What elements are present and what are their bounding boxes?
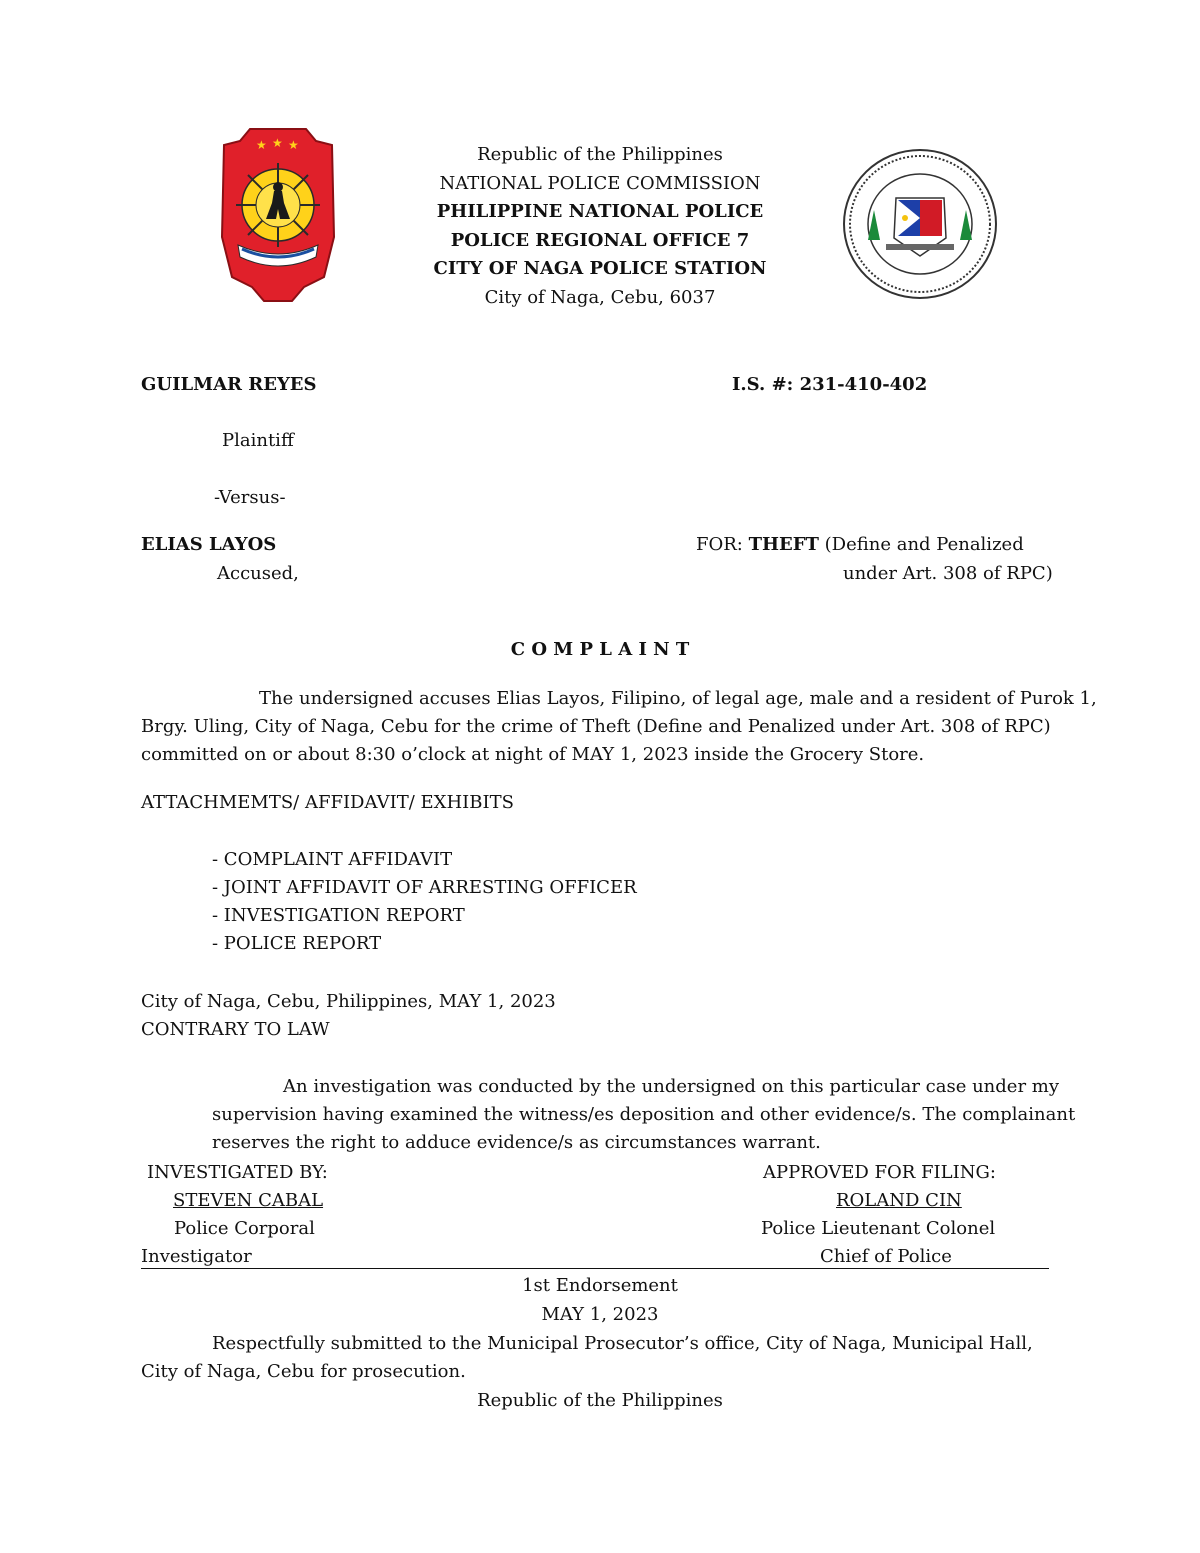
approver-name: ROLAND CIN <box>836 1190 962 1211</box>
pnp-badge-icon <box>220 127 336 307</box>
complaint-para-line: The undersigned accuses Elias Layos, Filipino, of legal age, male and a resident of Purok 1, <box>259 688 1097 709</box>
svg-text:★: ★ <box>256 138 267 152</box>
signature-divider-line <box>141 1268 1049 1269</box>
accused-name: ELIAS LAYOS <box>141 534 277 555</box>
approver-title: Chief of Police <box>820 1246 952 1267</box>
svg-text:★: ★ <box>288 138 299 152</box>
municipal-seal-icon <box>842 148 998 304</box>
investigation-line: supervision having examined the witness/es deposition and other evidence/s. The complainant <box>212 1104 1076 1125</box>
investigation-line: An investigation was conducted by the undersigned on this particular case under my <box>283 1076 1060 1097</box>
attachments-heading: ATTACHMEMTS/ AFFIDAVIT/ EXHIBITS <box>141 792 514 813</box>
header-address: City of Naga, Cebu, 6037 <box>484 286 716 308</box>
investigation-line: reserves the right to adduce evidence/s as circumstances warrant. <box>212 1132 821 1153</box>
versus-label: -Versus- <box>214 487 286 508</box>
place-date: City of Naga, Cebu, Philippines, MAY 1, 2023 <box>141 991 556 1012</box>
for-law-reference: under Art. 308 of RPC) <box>843 563 1053 584</box>
header-commission: NATIONAL POLICE COMMISSION <box>439 172 761 194</box>
attachment-item: - POLICE REPORT <box>212 933 382 954</box>
investigator-name: STEVEN CABAL <box>173 1190 324 1211</box>
investigated-by-label: INVESTIGATED BY: <box>147 1162 328 1183</box>
complaint-para-line: committed on or about 8:30 o’clock at night of MAY 1, 2023 inside the Grocery Store. <box>141 744 925 765</box>
footer-republic: Republic of the Philippines <box>477 1390 723 1411</box>
endorsement-line: Respectfully submitted to the Municipal Prosecutor’s office, City of Naga, Municipal Hall, <box>212 1333 1033 1354</box>
for-desc: (Define and Penalized <box>818 534 1024 555</box>
header-regional-office: POLICE REGIONAL OFFICE 7 <box>450 229 750 251</box>
approved-for-filing-label: APPROVED FOR FILING: <box>763 1162 996 1183</box>
complaint-para-line: Brgy. Uling, City of Naga, Cebu for the crime of Theft (Define and Penalized under Art. 308 of RPC) <box>141 716 1051 737</box>
contrary-to-law: CONTRARY TO LAW <box>141 1019 330 1040</box>
plaintiff-role: Plaintiff <box>222 430 294 451</box>
is-number: I.S. #: 231-410-402 <box>732 374 928 395</box>
svg-text:★: ★ <box>272 136 283 150</box>
for-crime: THEFT <box>748 534 819 555</box>
header-republic: Republic of the Philippines <box>477 144 723 165</box>
approver-rank: Police Lieutenant Colonel <box>761 1218 996 1239</box>
attachment-item: - COMPLAINT AFFIDAVIT <box>212 849 453 870</box>
endorsement-title: 1st Endorsement <box>522 1275 678 1296</box>
charge-line <box>696 531 1024 559</box>
accused-role: Accused, <box>217 563 299 584</box>
attachment-item: - INVESTIGATION REPORT <box>212 905 465 926</box>
attachment-item: - JOINT AFFIDAVIT OF ARRESTING OFFICER <box>212 877 637 898</box>
header-pnp: PHILIPPINE NATIONAL POLICE <box>436 201 764 222</box>
endorsement-date: MAY 1, 2023 <box>541 1304 659 1325</box>
header-station: CITY OF NAGA POLICE STATION <box>433 258 767 279</box>
complaint-title: C O M P L A I N T <box>510 639 690 660</box>
endorsement-line: City of Naga, Cebu for prosecution. <box>141 1361 466 1382</box>
plaintiff-name: GUILMAR REYES <box>141 374 317 395</box>
for-label: FOR: <box>696 534 743 555</box>
investigator-title: Investigator <box>141 1246 252 1267</box>
investigator-rank: Police Corporal <box>174 1218 315 1239</box>
